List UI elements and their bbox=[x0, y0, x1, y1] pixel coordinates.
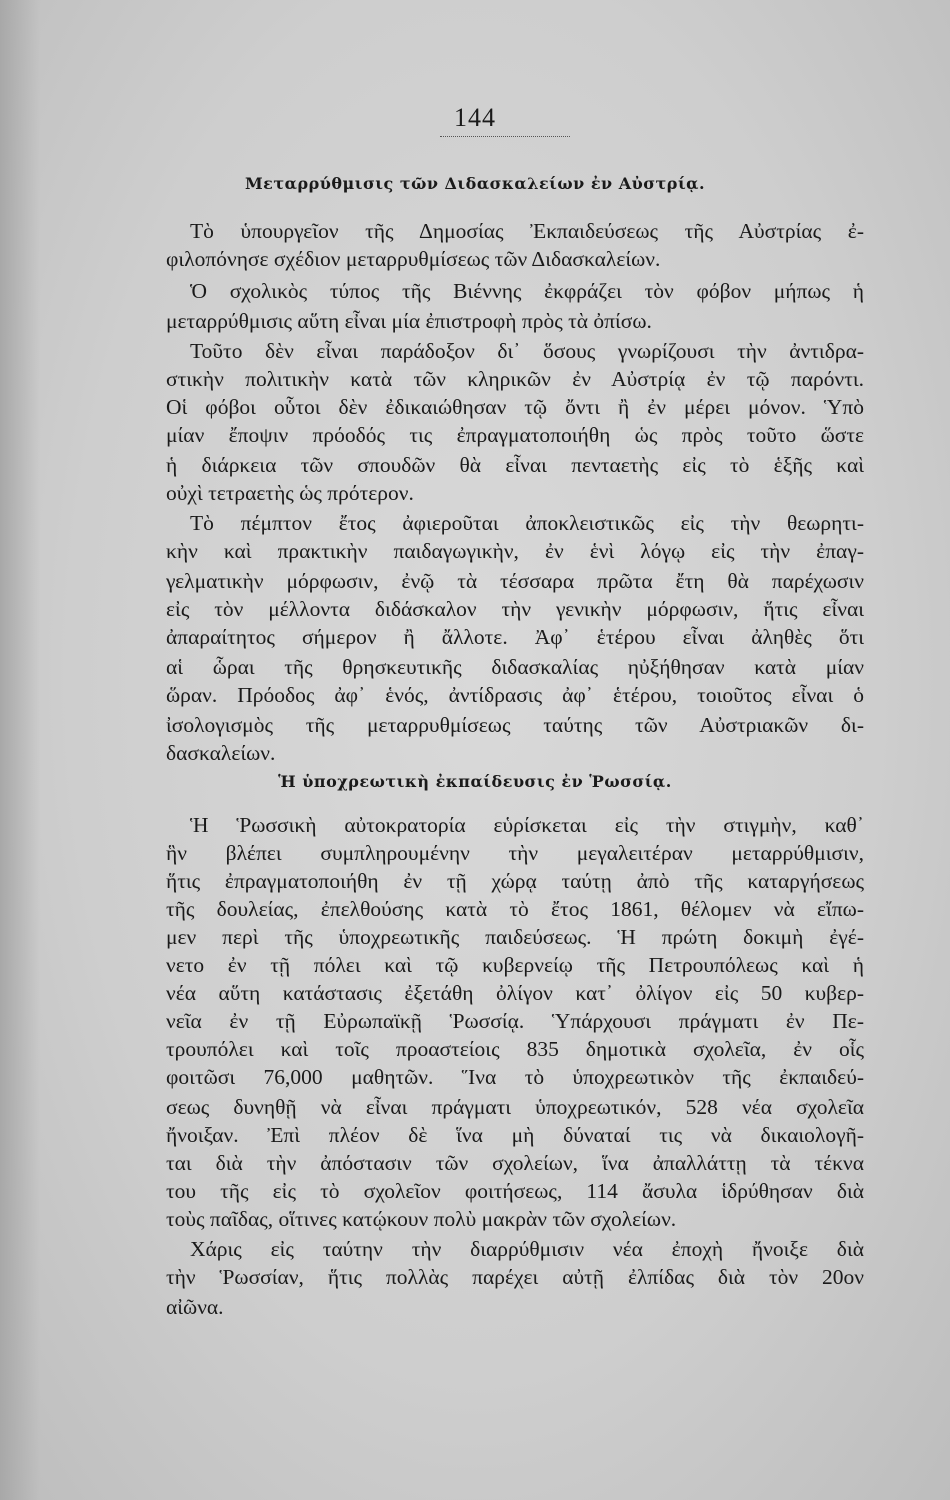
text-line: ἀπαραίτητος σήμερον ἢ ἄλλοτε. Ἀφ᾽ ἑτέρου εἶναι ἀληθὲς ὅτι bbox=[166, 625, 864, 649]
text-line: ἣν βλέπει συμπληρουμένην τὴν μεγαλειτέραν μεταρρύθμισιν, bbox=[166, 841, 864, 865]
text-line: τὴν Ῥωσσίαν, ἥτις πολλὰς παρέχει αὐτῇ ἐλπίδας διὰ τὸν 20ον bbox=[166, 1265, 864, 1289]
text-line: μεταρρύθμισις αὕτη εἶναι μία ἐπιστροφὴ πρὸς τὰ ὀπίσω. bbox=[166, 309, 652, 333]
text-line: νετο ἐν τῇ πόλει καὶ τῷ κυβερνείῳ τῆς Πετρουπόλεως καὶ ἡ bbox=[166, 953, 864, 977]
text-line: ὥραν. Πρόοδος ἀφ᾽ ἑνός, ἀντίδρασις ἀφ᾽ ἑτέρου, τοιοῦτος εἶναι ὁ bbox=[166, 683, 864, 707]
page-edge-shadow bbox=[0, 0, 40, 1500]
text-line: Ἡ Ῥωσσικὴ αὐτοκρατορία εὑρίσκεται εἰς τὴν στιγμὴν, καθ᾽ bbox=[190, 813, 864, 837]
text-line: ἤνοιξαν. Ἐπὶ πλέον δὲ ἵνα μὴ δύναταί τις νὰ δικαιολογῆ- bbox=[166, 1123, 864, 1147]
text-line: μίαν ἔποψιν πρόοδός τις ἐπραγματοποιήθη ὡς πρὸς τοῦτο ὥστε bbox=[166, 423, 864, 447]
text-line: Τὸ πέμπτον ἔτος ἀφιεροῦται ἀποκλειστικῶς εἰς τὴν θεωρητι- bbox=[190, 511, 864, 535]
text-line: τρουπόλει καὶ τοῖς προαστείοις 835 δημοτικὰ σχολεῖα, ἐν οἷς bbox=[166, 1037, 864, 1061]
text-line: οὐχὶ τετραετὴς ὡς πρότερον. bbox=[166, 481, 414, 505]
text-line: τοὺς παῖδας, οἵτινες κατῴκουν πολὺ μακρὰν τῶν σχολείων. bbox=[166, 1207, 677, 1231]
text-line: εἰς τὸν μέλλοντα διδάσκαλον τὴν γενικὴν μόρφωσιν, ἥτις εἶναι bbox=[166, 597, 864, 621]
text-line: τῆς δουλείας, ἐπελθούσης κατὰ τὸ ἔτος 1861, θέλομεν νὰ εἴπω- bbox=[166, 897, 864, 921]
text-line: αἰῶνα. bbox=[166, 1295, 224, 1319]
text-line: Χάρις εἰς ταύτην τὴν διαρρύθμισιν νέα ἐποχὴ ἤνοιξε διὰ bbox=[190, 1237, 864, 1261]
text-line: ἡ διάρκεια τῶν σπουδῶν θὰ εἶναι πενταετὴς εἰς τὸ ἑξῆς καὶ bbox=[166, 453, 864, 477]
text-line: του τῆς εἰς τὸ σχολεῖον φοιτήσεως, 114 ἄσυλα ἱδρύθησαν διὰ bbox=[166, 1179, 864, 1203]
section-heading-austria: Μεταρρύθμισις τῶν Διδασκαλείων ἐν Αὐστρίᾳ. bbox=[244, 174, 706, 193]
text-line: ἰσολογισμὸς τῆς μεταρρυθμίσεως ταύτης τῶν Αὐστριακῶν δι- bbox=[166, 713, 864, 737]
text-line: δασκαλείων. bbox=[166, 741, 276, 765]
text-line: Οἱ φόβοι οὗτοι δὲν ἐδικαιώθησαν τῷ ὄντι ἢ ἐν μέρει μόνον. Ὑπὸ bbox=[166, 395, 864, 419]
page-number: 144 bbox=[454, 103, 496, 132]
text-line: ται διὰ τὴν ἀπόστασιν τῶν σχολείων, ἵνα ἀπαλλάττῃ τὰ τέκνα bbox=[166, 1151, 864, 1175]
text-line: νεῖα ἐν τῇ Εὐρωπαϊκῇ Ῥωσσίᾳ. Ὑπάρχουσι πράγματι ἐν Πε- bbox=[166, 1009, 864, 1033]
text-line: Ὁ σχολικὸς τύπος τῆς Βιέννης ἐκφράζει τὸν φόβον μήπως ἡ bbox=[190, 279, 864, 303]
text-line: Τὸ ὑπουργεῖον τῆς Δημοσίας Ἐκπαιδεύσεως τῆς Αὐστρίας ἐ- bbox=[190, 219, 864, 243]
section-heading-russia: Ἡ ὑποχρεωτικὴ ἐκπαίδευσις ἐν Ῥωσσίᾳ. bbox=[278, 772, 672, 791]
text-line: γελματικὴν μόρφωσιν, ἐνῷ τὰ τέσσαρα πρῶτα ἔτη θὰ παρέχωσιν bbox=[166, 569, 864, 593]
text-line: κὴν καὶ πρακτικὴν παιδαγωγικὴν, ἐν ἑνὶ λόγῳ εἰς τὴν ἐπαγ- bbox=[166, 539, 864, 563]
header-rule bbox=[440, 136, 570, 137]
text-line: σεως δυνηθῇ νὰ εἶναι πράγματι ὑποχρεωτικόν, 528 νέα σχολεῖα bbox=[166, 1095, 864, 1119]
text-line: αἱ ὧραι τῆς θρησκευτικῆς διδασκαλίας ηὐξήθησαν κατὰ μίαν bbox=[166, 655, 864, 679]
text-line: φοιτῶσι 76,000 μαθητῶν. Ἵνα τὸ ὑποχρεωτικὸν τῆς ἐκπαιδεύ- bbox=[166, 1065, 864, 1089]
text-line: ἥτις ἐπραγματοποιήθη ἐν τῇ χώρᾳ ταύτῃ ἀπὸ τῆς καταργήσεως bbox=[166, 869, 864, 893]
text-line: φιλοπόνησε σχέδιον μεταρρυθμίσεως τῶν Διδασκαλείων. bbox=[166, 247, 661, 271]
text-line: στικὴν πολιτικὴν κατὰ τῶν κληρικῶν ἐν Αὐστρίᾳ ἐν τῷ παρόντι. bbox=[166, 367, 864, 391]
text-line: νέα αὕτη κατάστασις ἐξετάθη ὀλίγον κατ᾽ ὀλίγον εἰς 50 κυβερ- bbox=[166, 981, 864, 1005]
text-line: μεν περὶ τῆς ὑποχρεωτικῆς παιδεύσεως. Ἡ πρώτη δοκιμὴ ἐγέ- bbox=[166, 925, 864, 949]
text-line: Τοῦτο δὲν εἶναι παράδοξον δι᾽ ὅσους γνωρίζουσι τὴν ἀντιδρα- bbox=[190, 339, 864, 363]
